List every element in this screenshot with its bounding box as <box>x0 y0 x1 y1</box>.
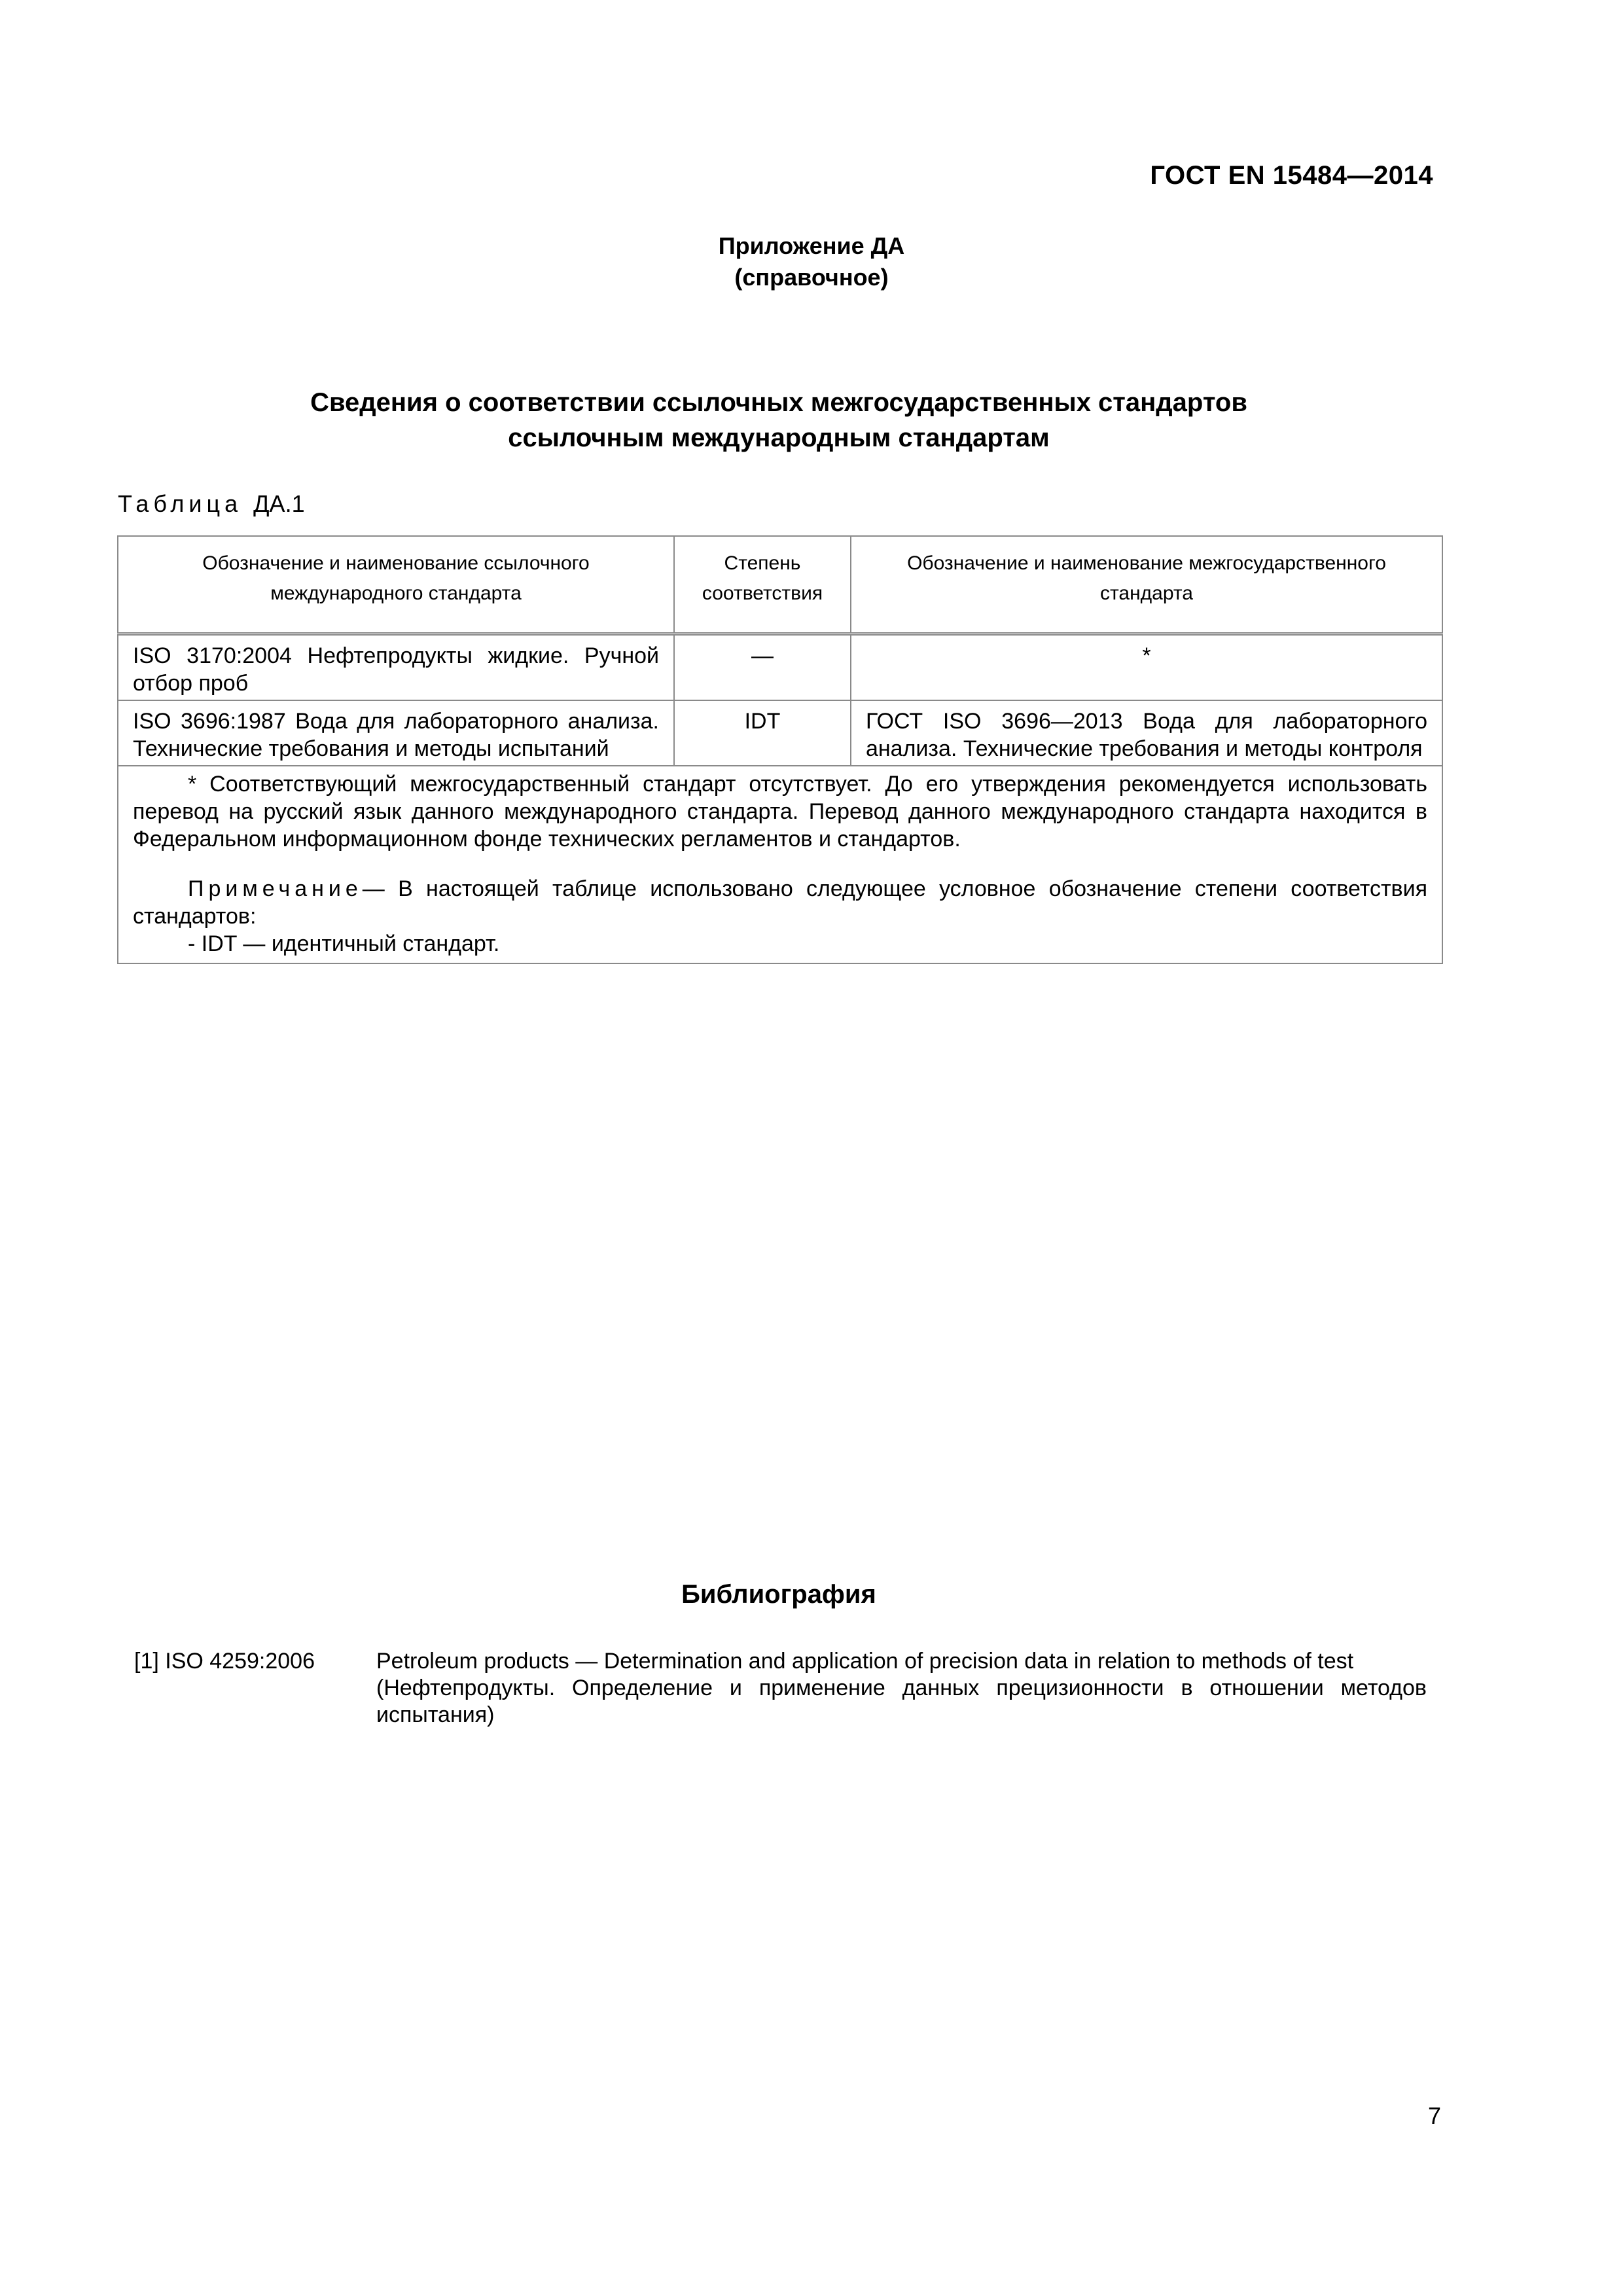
note-text: — В настоящей таблице использовано следующее условное обозначение степени соответствия стандартов: <box>133 876 1427 929</box>
header-intl-standard: Обозначение и наименование ссылочного международного стандарта <box>118 536 674 634</box>
table-caption-number: ДА.1 <box>253 490 305 517</box>
header-interstate-standard: Обозначение и наименование межгосударственного стандарта <box>851 536 1442 634</box>
appendix-title: Приложение ДА <box>718 232 905 259</box>
footnote-cell <box>118 766 1442 963</box>
section-title-line-1: Сведения о соответствии ссылочных межгосударственных стандартов <box>310 388 1247 417</box>
cell-degree: IDT <box>674 700 851 766</box>
table-note <box>133 875 1427 930</box>
table-row <box>118 700 1442 766</box>
note-item: - IDT — идентичный стандарт. <box>188 931 500 956</box>
note-label: Примечание <box>188 876 363 901</box>
cell-interstate-standard: * <box>851 634 1442 701</box>
table-row <box>118 634 1442 701</box>
document-code: ГОСТ EN 15484—2014 <box>1150 161 1433 190</box>
table-caption <box>118 490 305 518</box>
page-number: 7 <box>1427 2102 1441 2129</box>
standards-correspondence-table <box>117 535 1443 964</box>
appendix-subtitle: (справочное) <box>734 264 889 291</box>
bibliography-text <box>376 1648 1427 1729</box>
table-header-row <box>118 536 1442 634</box>
cell-degree: — <box>674 634 851 701</box>
cell-interstate-standard: ГОСТ ISO 3696—2013 Вода для лабораторного анализа. Технические требования и методы контроля <box>851 700 1442 766</box>
section-title <box>0 385 1558 456</box>
bibliography-title-ru: (Нефтепродукты. Определение и применение данных прецизионности в отношении методов испытания) <box>376 1676 1427 1727</box>
table-footnote: * Соответствующий межгосударственный стандарт отсутствует. До его утверждения рекомендуется использовать перевод на русский язык данного международного стандарта. Перевод данного международного стандарта находится в Федеральном информационном фонде технических регламентов и стандартов. <box>133 772 1427 852</box>
appendix-heading <box>0 230 1623 293</box>
table-caption-label: Таблица <box>118 490 243 517</box>
cell-intl-standard: ISO 3696:1987 Вода для лабораторного анализа. Технические требования и методы испытаний <box>118 700 674 766</box>
section-title-line-2: ссылочным международным стандартам <box>508 423 1050 452</box>
bibliography-title-en: Petroleum products — Determination and application of precision data in relation to methods of test <box>376 1649 1354 1674</box>
bibliography-title: Библиография <box>681 1580 876 1609</box>
table-footnote-row <box>118 766 1442 963</box>
bibliography-ref: [1] ISO 4259:2006 <box>134 1649 315 1674</box>
header-degree: Степень соответствия <box>674 536 851 634</box>
cell-intl-standard: ISO 3170:2004 Нефтепродукты жидкие. Ручной отбор проб <box>118 634 674 701</box>
